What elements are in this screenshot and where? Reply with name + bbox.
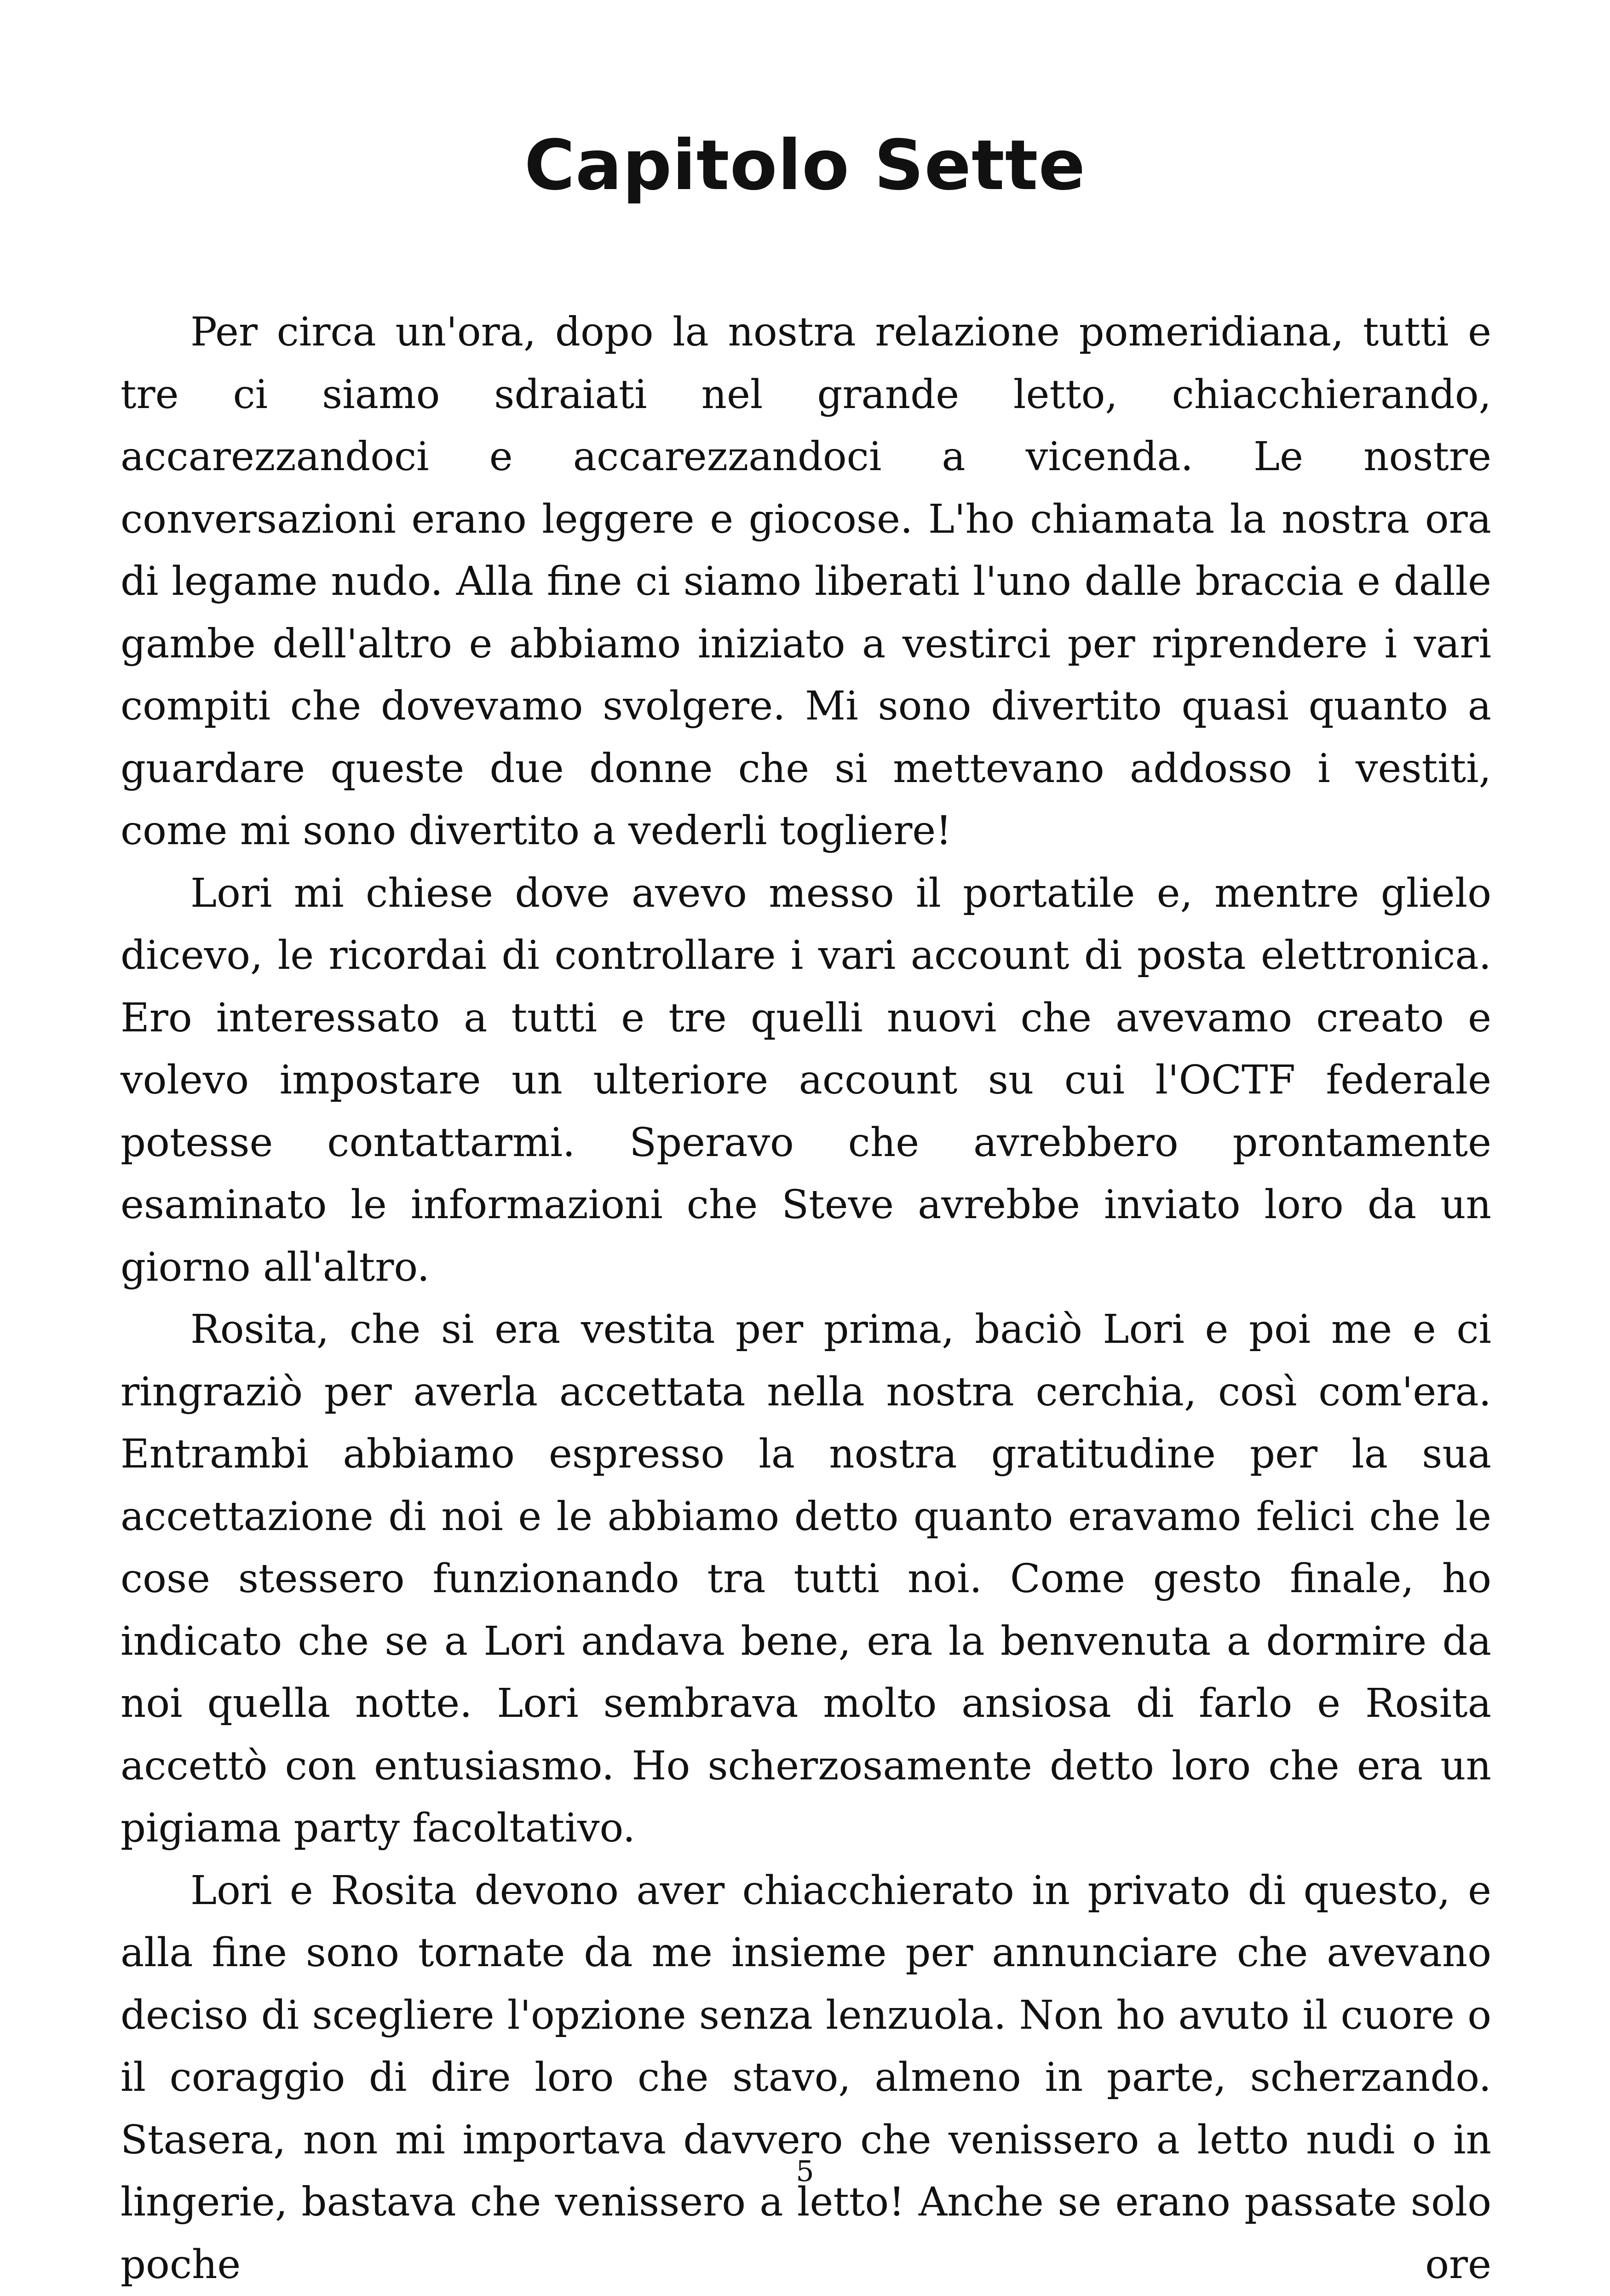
paragraph: Per circa un'ora, dopo la nostra relazione pomeridiana, tutti e tre ci siamo sdraiati nel grande letto, chiacchierando, accarezzandoci e accarezzandoci a vicenda. Le nostre conversazioni erano leggere e giocose. L'ho chiamata la nostra ora di legame nudo. Alla fine ci siamo liberati l'uno dalle braccia e dalle gambe dell'altro e abbiamo iniziato a vestirci per riprendere i vari compiti che dovevamo svolgere. Mi sono divertito quasi quanto a guardare queste due donne che si mettevano addosso i vestiti, come mi sono divertito a vederli togliere! <box>121 301 1491 863</box>
page-number: 5 <box>0 2153 1610 2190</box>
chapter-body <box>121 301 1491 2296</box>
chapter-title: Capitolo Sette <box>0 120 1610 212</box>
paragraph: Lori e Rosita devono aver chiacchierato in privato di questo, e alla fine sono tornate da me insieme per annunciare che avevano deciso di scegliere l'opzione senza lenzuola. Non ho avuto il cuore o il coraggio di dire loro che stavo, almeno in parte, scherzando. Stasera, non mi importava davvero che venissero a letto nudi o in lingerie, bastava che venissero a letto! Anche se erano passate solo poche ore <box>121 1860 1491 2296</box>
paragraph: Rosita, che si era vestita per prima, baciò Lori e poi me e ci ringraziò per averla accettata nella nostra cerchia, così com'era. Entrambi abbiamo espresso la nostra gratitudine per la sua accettazione di noi e le abbiamo detto quanto eravamo felici che le cose stessero funzionando tra tutti noi. Come gesto finale, ho indicato che se a Lori andava bene, era la benvenuta a dormire da noi quella notte. Lori sembrava molto ansiosa di farlo e Rosita accettò con entusiasmo. Ho scherzosamente detto loro che era un pigiama party facoltativo. <box>121 1299 1491 1860</box>
paragraph: Lori mi chiese dove avevo messo il portatile e, mentre glielo dicevo, le ricordai di controllare i vari account di posta elettronica. Ero interessato a tutti e tre quelli nuovi che avevamo creato e volevo impostare un ulteriore account su cui l'OCTF federale potesse contattarmi. Speravo che avrebbero prontamente esaminato le informazioni che Steve avrebbe inviato loro da un giorno all'altro. <box>121 863 1491 1299</box>
